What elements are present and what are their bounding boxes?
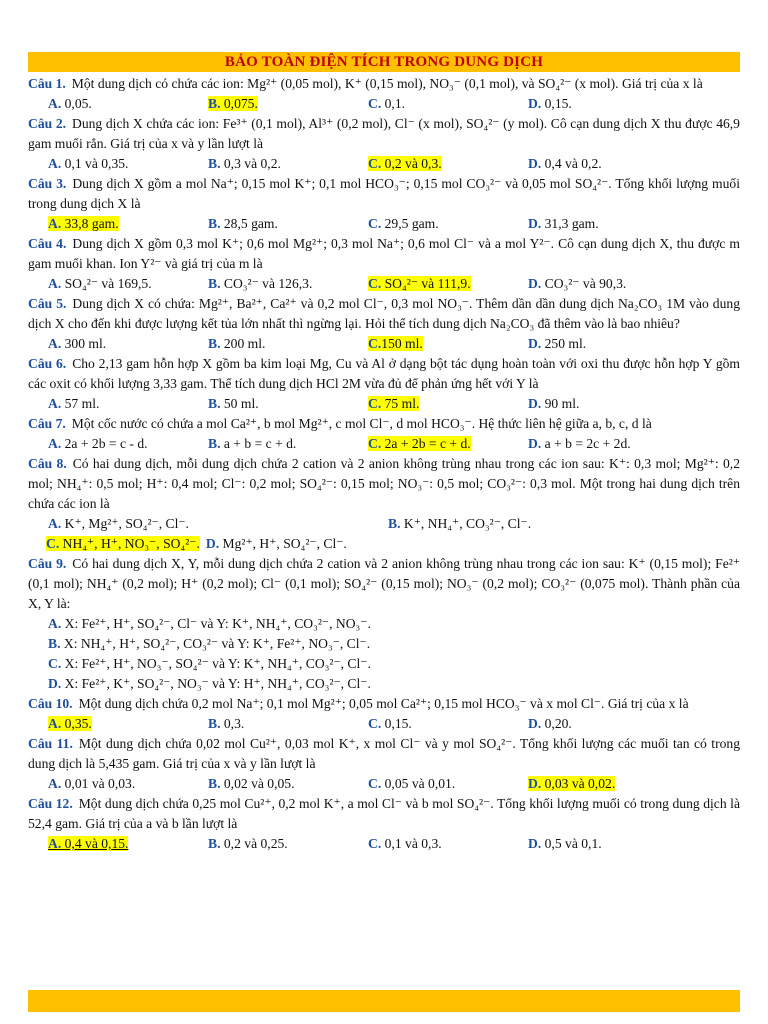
option-text: Mg²⁺, H⁺, SO₄²⁻, Cl⁻. bbox=[222, 536, 347, 551]
option-a[interactable] bbox=[28, 334, 208, 354]
question-list bbox=[28, 74, 740, 854]
footer-bar bbox=[28, 990, 740, 1012]
option-b[interactable] bbox=[28, 634, 740, 654]
option-a[interactable] bbox=[28, 394, 208, 414]
option-text: 0,05 và 0,01. bbox=[384, 776, 456, 791]
option-text: 0,075. bbox=[223, 96, 258, 111]
option-text: 31,3 gam. bbox=[544, 216, 599, 231]
question-stem: Một cốc nước có chứa a mol Ca²⁺, b mol Mg²⁺, c mol Cl⁻, d mol HCO₃⁻. Hệ thức liên hệ giữa a, b, c, d là bbox=[71, 416, 652, 431]
question-stem: Dung dịch X gồm 0,3 mol K⁺; 0,6 mol Mg²⁺; 0,3 mol Na⁺; 0,6 mol Cl⁻ và a mol Y²⁻. Cô cạn dung dịch X, thu được m gam muối khan. Ion Y²⁻ và giá trị của m là bbox=[28, 236, 740, 271]
option-text: 28,5 gam. bbox=[223, 216, 278, 231]
option-letter: B. bbox=[208, 336, 221, 351]
page-title: BẢO TOÀN ĐIỆN TÍCH TRONG DUNG DỊCH bbox=[28, 52, 740, 72]
option-b[interactable] bbox=[208, 154, 368, 174]
question-label: Câu 5. bbox=[28, 296, 67, 311]
option-b[interactable] bbox=[208, 834, 368, 854]
option-letter: A. bbox=[48, 336, 62, 351]
question-label: Câu 7. bbox=[28, 416, 66, 431]
option-letter: C. bbox=[48, 656, 62, 671]
question-stem: Dung dịch X chứa các ion: Fe³⁺ (0,1 mol), Al³⁺ (0,2 mol), Cl⁻ (x mol), SO₄²⁻ (y mol). Cô cạn dung dịch X thu được 46,9 gam muối rắn. Giá trị của x và y lần lượt là bbox=[28, 116, 740, 151]
option-letter: A. bbox=[48, 216, 62, 231]
option-letter: B. bbox=[208, 776, 221, 791]
option-text: 0,05. bbox=[64, 96, 92, 111]
option-d[interactable] bbox=[528, 94, 688, 114]
question-label: Câu 12. bbox=[28, 796, 73, 811]
question-label: Câu 8. bbox=[28, 456, 67, 471]
option-d[interactable] bbox=[528, 154, 688, 174]
option-d[interactable] bbox=[528, 834, 688, 854]
option-letter: D. bbox=[528, 436, 542, 451]
option-letter: D. bbox=[528, 776, 542, 791]
option-letter: A. bbox=[48, 516, 62, 531]
option-d[interactable] bbox=[528, 214, 688, 234]
option-b[interactable] bbox=[208, 334, 368, 354]
option-d[interactable] bbox=[200, 534, 347, 554]
option-text: 0,3. bbox=[223, 716, 245, 731]
option-letter: A. bbox=[48, 716, 62, 731]
option-a[interactable] bbox=[28, 774, 208, 794]
question-stem: Một dung dịch chứa 0,02 mol Cu²⁺, 0,03 mol K⁺, x mol Cl⁻ và y mol SO₄²⁻. Tổng khối lượng các muối tan có trong dung dịch là 5,435 gam. Giá trị của x và y lần lượt là bbox=[28, 736, 740, 771]
option-a[interactable] bbox=[28, 94, 208, 114]
question-9 bbox=[28, 554, 740, 694]
option-letter: C. bbox=[368, 96, 382, 111]
option-letter: B. bbox=[208, 156, 221, 171]
option-letter: B. bbox=[388, 516, 401, 531]
option-letter: A. bbox=[48, 276, 62, 291]
option-text: 2a + 2b = c - d. bbox=[64, 436, 148, 451]
option-text: 0,1. bbox=[384, 96, 406, 111]
option-letter: B. bbox=[208, 276, 221, 291]
option-letter: B. bbox=[48, 636, 61, 651]
option-text: X: Fe²⁺, H⁺, SO₄²⁻, Cl⁻ và Y: K⁺, NH₄⁺, CO₃²⁻, NO₃⁻. bbox=[64, 616, 371, 631]
option-text: 50 ml. bbox=[223, 396, 259, 411]
option-letter: C. bbox=[368, 396, 382, 411]
option-text: X: Fe²⁺, H⁺, NO₃⁻, SO₄²⁻ và Y: K⁺, NH₄⁺, CO₃²⁻, Cl⁻. bbox=[64, 656, 371, 671]
option-letter: A. bbox=[48, 96, 62, 111]
option-a[interactable] bbox=[28, 834, 208, 854]
option-text: 0,3 và 0,2. bbox=[223, 156, 281, 171]
option-c[interactable] bbox=[368, 434, 528, 454]
option-text: K⁺, Mg²⁺, SO₄²⁻, Cl⁻. bbox=[64, 516, 189, 531]
option-letter: D. bbox=[528, 96, 542, 111]
question-label: Câu 1. bbox=[28, 76, 66, 91]
option-letter: C. bbox=[368, 336, 382, 351]
question-5 bbox=[28, 294, 740, 354]
option-text: SO₄²⁻ và 169,5. bbox=[64, 276, 152, 291]
option-d[interactable] bbox=[528, 274, 688, 294]
option-letter: B. bbox=[208, 836, 221, 851]
option-c[interactable] bbox=[368, 834, 528, 854]
option-letter: D. bbox=[528, 836, 542, 851]
option-letter: A. bbox=[48, 396, 62, 411]
option-letter: C. bbox=[368, 776, 382, 791]
question-6 bbox=[28, 354, 740, 414]
option-text: a + b = c + d. bbox=[223, 436, 297, 451]
option-letter: D. bbox=[48, 676, 62, 691]
question-2 bbox=[28, 114, 740, 174]
question-label: Câu 3. bbox=[28, 176, 67, 191]
option-d[interactable] bbox=[528, 434, 688, 454]
question-8 bbox=[28, 454, 740, 554]
question-stem: Một dung dịch có chứa các ion: Mg²⁺ (0,05 mol), K⁺ (0,15 mol), NO₃⁻ (0,1 mol), và SO₄²⁻ (x mol). Giá trị của x là bbox=[71, 76, 703, 91]
option-d[interactable] bbox=[528, 774, 688, 794]
option-letter: D. bbox=[528, 396, 542, 411]
option-letter: B. bbox=[208, 96, 221, 111]
option-c[interactable] bbox=[368, 154, 528, 174]
option-c[interactable] bbox=[368, 774, 528, 794]
option-text: 33,8 gam. bbox=[64, 216, 119, 231]
option-text: 75 ml. bbox=[384, 396, 420, 411]
question-11 bbox=[28, 734, 740, 794]
option-letter: C. bbox=[368, 716, 382, 731]
option-text: 0,35. bbox=[64, 716, 92, 731]
option-text: 0,2 và 0,25. bbox=[223, 836, 288, 851]
option-a[interactable] bbox=[28, 214, 208, 234]
option-letter: C. bbox=[368, 276, 382, 291]
option-c[interactable] bbox=[368, 394, 528, 414]
question-label: Câu 6. bbox=[28, 356, 67, 371]
option-b[interactable] bbox=[208, 94, 368, 114]
option-b[interactable] bbox=[208, 214, 368, 234]
option-text: 250 ml. bbox=[544, 336, 587, 351]
option-text: 0,03 và 0,02. bbox=[544, 776, 616, 791]
question-3 bbox=[28, 174, 740, 234]
question-stem: Dung dịch X có chứa: Mg²⁺, Ba²⁺, Ca²⁺ và 0,2 mol Cl⁻, 0,3 mol NO₃⁻. Thêm dần dần dung dịch Na₂CO₃ 1M vào dung dịch X cho đến khi được lượng kết tủa lớn nhất thì ngừng lại. Hỏi thể tích dung dịch Na₂CO₃ đã thêm vào là bao nhiêu? bbox=[28, 296, 740, 331]
question-stem: Có hai dung dịch, mỗi dung dịch chứa 2 cation và 2 anion không trùng nhau trong các ion sau: K⁺: 0,3 mol; Mg²⁺: 0,2 mol; NH₄⁺: 0,5 mol; H⁺: 0,4 mol; Cl⁻: 0,2 mol; SO₄²⁻: 0,15 mol; NO₃⁻: 0,5 mol; CO₃²⁻: 0,3 mol. Một trong hai dung dịch trên chứa các ion là bbox=[28, 456, 740, 511]
option-c[interactable] bbox=[368, 714, 528, 734]
option-b[interactable] bbox=[208, 394, 368, 414]
option-a[interactable] bbox=[28, 434, 208, 454]
option-letter: C. bbox=[368, 156, 382, 171]
option-d[interactable] bbox=[528, 334, 688, 354]
option-text: X: NH₄⁺, H⁺, SO₄²⁻, CO₃²⁻ và Y: K⁺, Fe²⁺, NO₃⁻, Cl⁻. bbox=[63, 636, 371, 651]
option-d[interactable] bbox=[28, 674, 740, 694]
option-b[interactable] bbox=[208, 434, 368, 454]
question-label: Câu 9. bbox=[28, 556, 67, 571]
option-letter: A. bbox=[48, 436, 62, 451]
question-label: Câu 11. bbox=[28, 736, 73, 751]
option-text: 0,2 và 0,3. bbox=[384, 156, 442, 171]
question-stem: Cho 2,13 gam hỗn hợp X gồm ba kim loại Mg, Cu và Al ở dạng bột tác dụng hoàn toàn với oxi thu được hỗn hợp Y gồm các oxit có khối lượng 3,33 gam. Thể tích dung dịch HCl 2M vừa đủ để phản ứng hết với Y là bbox=[28, 356, 740, 391]
option-letter: A. bbox=[48, 776, 62, 791]
option-text: 29,5 gam. bbox=[384, 216, 439, 231]
option-letter: A. bbox=[48, 836, 62, 851]
question-stem: Có hai dung dịch X, Y, mỗi dung dịch chứa 2 cation và 2 anion không trùng nhau trong các ion sau: K⁺ (0,15 mol); Fe²⁺ (0,1 mol); NH₄⁺ (0,2 mol); H⁺ (0,2 mol); Cl⁻ (0,1 mol); SO₄²⁻ (0,15 mol); NO₃⁻ (0,2 mol); CO₃²⁻ (0,075 mol). Thành phần của X, Y là: bbox=[28, 556, 740, 611]
option-letter: D. bbox=[528, 156, 542, 171]
option-a[interactable] bbox=[28, 154, 208, 174]
question-label: Câu 2. bbox=[28, 116, 67, 131]
option-c[interactable] bbox=[368, 94, 528, 114]
option-letter: D. bbox=[528, 336, 542, 351]
option-text: 0,1 và 0,35. bbox=[64, 156, 129, 171]
option-a[interactable] bbox=[28, 274, 208, 294]
option-letter: D. bbox=[205, 536, 220, 551]
option-b[interactable] bbox=[208, 274, 368, 294]
option-letter: B. bbox=[208, 216, 221, 231]
option-letter: B. bbox=[208, 436, 221, 451]
option-text: 0,1 và 0,3. bbox=[384, 836, 442, 851]
option-letter: C. bbox=[368, 216, 382, 231]
option-b[interactable] bbox=[208, 774, 368, 794]
option-b[interactable] bbox=[208, 714, 368, 734]
question-stem: Dung dịch X gồm a mol Na⁺; 0,15 mol K⁺; 0,1 mol HCO₃⁻; 0,15 mol CO₃²⁻ và 0,05 mol SO₄²⁻. Tổng khối lượng muối trong dung dịch X là bbox=[28, 176, 740, 211]
option-letter: C. bbox=[368, 436, 382, 451]
option-text: 0,01 và 0,03. bbox=[64, 776, 136, 791]
option-text: 57 ml. bbox=[64, 396, 100, 411]
option-text: 200 ml. bbox=[223, 336, 266, 351]
option-text: 0,4 và 0,2. bbox=[544, 156, 602, 171]
option-text: 0,4 và 0,15. bbox=[64, 836, 129, 851]
option-d[interactable] bbox=[528, 714, 688, 734]
question-4 bbox=[28, 234, 740, 294]
option-letter: B. bbox=[208, 716, 221, 731]
option-text: 2a + 2b = c + d. bbox=[384, 436, 471, 451]
option-a[interactable] bbox=[28, 714, 208, 734]
question-1 bbox=[28, 74, 740, 114]
option-c[interactable] bbox=[28, 654, 740, 674]
option-letter: D. bbox=[528, 716, 542, 731]
question-stem: Một dung dịch chứa 0,2 mol Na⁺; 0,1 mol Mg²⁺; 0,05 mol Ca²⁺; 0,15 mol HCO₃⁻ và x mol Cl⁻. Giá trị của x là bbox=[78, 696, 689, 711]
question-12 bbox=[28, 794, 740, 854]
option-text: 0,02 và 0,05. bbox=[223, 776, 295, 791]
option-text: K⁺, NH₄⁺, CO₃²⁻, Cl⁻. bbox=[403, 516, 532, 531]
option-letter: C. bbox=[368, 836, 382, 851]
option-text: a + b = 2c + 2d. bbox=[544, 436, 631, 451]
option-a[interactable] bbox=[28, 514, 388, 534]
option-text: 90 ml. bbox=[544, 396, 580, 411]
option-text: 0,20. bbox=[544, 716, 572, 731]
option-c[interactable] bbox=[368, 214, 528, 234]
option-b[interactable] bbox=[388, 514, 728, 534]
option-c[interactable] bbox=[28, 534, 200, 554]
option-letter: A. bbox=[48, 156, 62, 171]
option-c[interactable] bbox=[368, 334, 528, 354]
option-text: 150 ml. bbox=[381, 336, 423, 351]
question-stem: Một dung dịch chứa 0,25 mol Cu²⁺, 0,2 mol K⁺, a mol Cl⁻ và b mol SO₄²⁻. Tổng khối lượng muối có trong dung dịch là 52,4 gam. Giá trị của a và b lần lượt là bbox=[28, 796, 740, 831]
option-d[interactable] bbox=[528, 394, 688, 414]
option-text: CO₃²⁻ và 126,3. bbox=[223, 276, 313, 291]
question-7 bbox=[28, 414, 740, 454]
question-label: Câu 10. bbox=[28, 696, 73, 711]
option-text: 0,15. bbox=[544, 96, 572, 111]
option-text: NH₄⁺, H⁺, NO₃⁻, SO₄²⁻. bbox=[62, 536, 200, 551]
question-10 bbox=[28, 694, 740, 734]
option-text: X: Fe²⁺, K⁺, SO₄²⁻, NO₃⁻ và Y: H⁺, NH₄⁺, CO₃²⁻, Cl⁻. bbox=[64, 676, 371, 691]
option-letter: C. bbox=[46, 536, 60, 551]
option-text: SO₄²⁻ và 111,9. bbox=[384, 276, 471, 291]
option-letter: D. bbox=[528, 216, 542, 231]
option-letter: B. bbox=[208, 396, 221, 411]
option-c[interactable] bbox=[368, 274, 528, 294]
option-text: 0,15. bbox=[384, 716, 412, 731]
option-text: 0,5 và 0,1. bbox=[544, 836, 602, 851]
option-letter: D. bbox=[528, 276, 542, 291]
question-label: Câu 4. bbox=[28, 236, 67, 251]
option-letter: A. bbox=[48, 616, 62, 631]
option-a[interactable] bbox=[28, 614, 740, 634]
option-text: 300 ml. bbox=[64, 336, 107, 351]
option-text: CO₃²⁻ và 90,3. bbox=[544, 276, 627, 291]
